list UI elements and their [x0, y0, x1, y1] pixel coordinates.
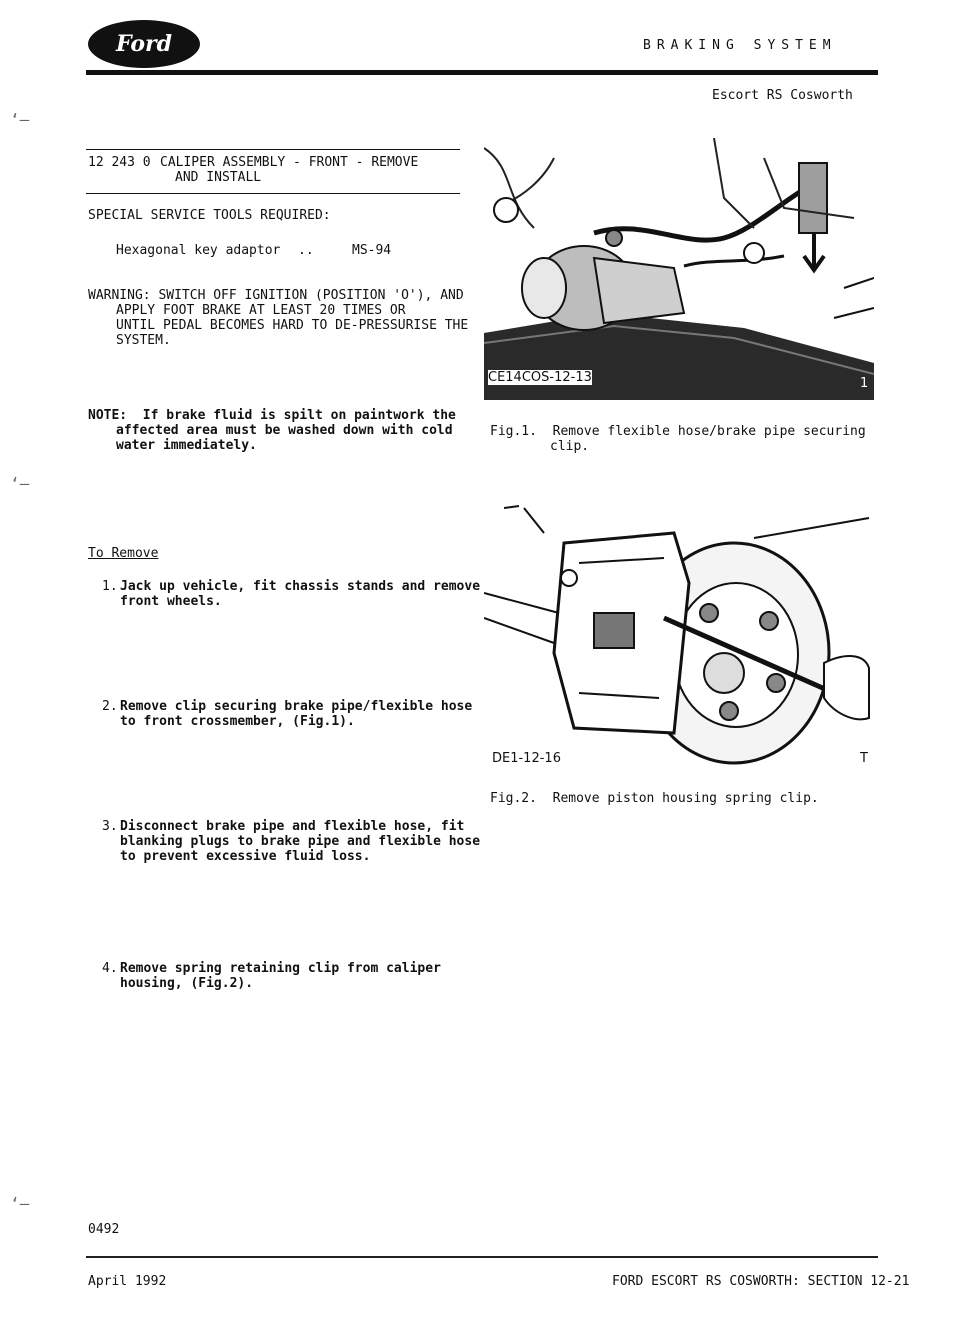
- header-rule: [86, 70, 878, 75]
- page-code: 0492: [88, 1222, 120, 1237]
- warning-line: SYSTEM.: [116, 333, 171, 348]
- figure-1: [484, 138, 874, 400]
- step-text: Remove spring retaining clip from caliper: [120, 961, 441, 976]
- step-text: to prevent excessive fluid loss.: [120, 849, 371, 864]
- step-number: 1.: [102, 579, 118, 594]
- warning-line: UNTIL PEDAL BECOMES HARD TO DE-PRESSURISE THE: [116, 318, 469, 333]
- figure-2-caption: Fig.2. Remove piston housing spring clip.: [490, 791, 819, 806]
- margin-mark: ‘—: [10, 474, 30, 493]
- step-number: 4.: [102, 961, 118, 976]
- procedure-title-line2: AND INSTALL: [175, 170, 262, 185]
- note-line: water immediately.: [116, 438, 257, 453]
- ford-logo: [88, 20, 200, 68]
- footer-section: FORD ESCORT RS COSWORTH: SECTION 12-21: [612, 1274, 910, 1289]
- margin-mark: ‘—: [10, 110, 30, 129]
- step-text: Jack up vehicle, fit chassis stands and remove: [120, 579, 481, 594]
- figure-1-image-code: CE14COS-12-13: [488, 370, 592, 385]
- figure-1-illustration: [484, 138, 874, 400]
- procedure-bottom-rule: [86, 193, 460, 194]
- margin-mark: ‘—: [10, 1194, 30, 1213]
- tools-heading: SPECIAL SERVICE TOOLS REQUIRED:: [88, 208, 331, 223]
- tool-item-name: Hexagonal key adaptor: [116, 243, 281, 258]
- figure-1-caption: clip.: [550, 439, 590, 454]
- step-text: to front crossmember, (Fig.1).: [120, 714, 355, 729]
- step-text: housing, (Fig.2).: [120, 976, 254, 991]
- figure-2-corner-mark: T: [860, 751, 868, 766]
- tool-item-code: MS-94: [352, 243, 392, 258]
- page-subtitle: Escort RS Cosworth: [712, 88, 853, 103]
- page-section-title: BRAKING SYSTEM: [643, 38, 837, 53]
- step-number: 2.: [102, 699, 118, 714]
- tool-item-separator: ..: [298, 243, 314, 258]
- figure-2: [484, 503, 874, 768]
- procedure-title-line1: CALIPER ASSEMBLY - FRONT - REMOVE: [160, 155, 419, 170]
- figure-1-corner-mark: 1: [860, 376, 869, 391]
- figure-2-illustration: [484, 503, 874, 768]
- figure-2-image-code: DE1-12-16: [492, 751, 561, 766]
- procedure-code: 12 243 0: [88, 155, 151, 170]
- figure-1-caption: Fig.1. Remove flexible hose/brake pipe securing: [490, 424, 866, 439]
- step-text: Remove clip securing brake pipe/flexible hose: [120, 699, 473, 714]
- step-number: 3.: [102, 819, 118, 834]
- note-line: NOTE: If brake fluid is spilt on paintwork the: [88, 408, 456, 423]
- step-text: blanking plugs to brake pipe and flexible hose: [120, 834, 481, 849]
- footer-date: April 1992: [88, 1274, 167, 1289]
- procedure-top-rule: [86, 149, 460, 150]
- remove-heading: To Remove: [88, 546, 159, 561]
- warning-line: APPLY FOOT BRAKE AT LEAST 20 TIMES OR: [116, 303, 406, 318]
- step-text: front wheels.: [120, 594, 222, 609]
- footer-rule: [86, 1256, 878, 1258]
- note-line: affected area must be washed down with cold: [116, 423, 453, 438]
- warning-line: WARNING: SWITCH OFF IGNITION (POSITION 'O'), AND: [88, 288, 464, 303]
- ford-logo-text: Ford: [115, 31, 173, 57]
- step-text: Disconnect brake pipe and flexible hose, fit: [120, 819, 465, 834]
